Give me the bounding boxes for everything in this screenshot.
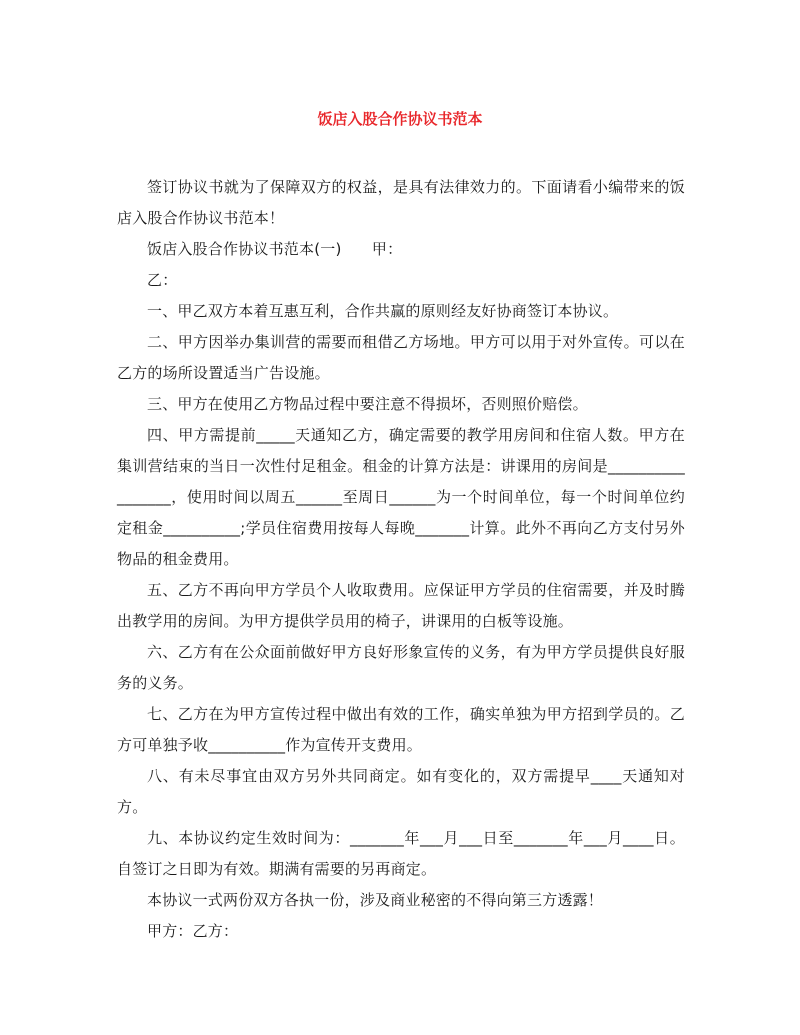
paragraph-sample-heading: 饭店入股合作协议书范本(一) 甲：: [147, 240, 403, 258]
paragraph-clause-6: 六、乙方有在公众面前做好甲方良好形象宣传的义务，有为甲方学员提供良好服务的义务。: [117, 643, 685, 692]
document-body: [117, 172, 685, 947]
paragraph-clause-5: 五、乙方不再向甲方学员个人收取费用。应保证甲方学员的住宿需要，并及时腾出教学用的房间。为甲方提供学员用的椅子，讲课用的白板等设施。: [117, 581, 685, 630]
paragraph-clause-7: 七、乙方在为甲方宣传过程中做出有效的工作，确实单独为甲方招到学员的。乙方可单独予收__________作为宣传开支费用。: [117, 705, 685, 754]
paragraph-clause-4: 四、甲方需提前_____天通知乙方，确定需要的教学用房间和住宿人数。甲方在集训营结束的当日一次性付足租金。租金的计算方法是：讲课用的房间是_________________，使用时间以周五______至周日______为一个时间单位，每一个时间单位约定租金__________;学员住宿费用按每人每晚_______计算。此外不再向乙方支付另外物品的租金费用。: [117, 426, 685, 568]
paragraph-clause-8: 八、有未尽事宜由双方另外共同商定。如有变化的，双方需提早____天通知对方。: [117, 767, 685, 816]
paragraph-copies: 本协议一式两份双方各执一份，涉及商业秘密的不得向第三方透露！: [147, 891, 604, 909]
document-title: 饭店入股合作协议书范本: [317, 110, 483, 128]
paragraph-clause-9: 九、本协议约定生效时间为：_______年___月___日至_______年___月____日。自签订之日即为有效。期满有需要的另再商定。: [117, 829, 685, 878]
paragraph-intro: 签订协议书就为了保障双方的权益，是具有法律效力的。下面请看小编带来的饭店入股合作协议书范本！: [117, 178, 685, 227]
paragraph-clause-3: 三、甲方在使用乙方物品过程中要注意不得损坏，否则照价赔偿。: [147, 395, 588, 413]
paragraph-party-b: 乙：: [147, 271, 178, 289]
paragraph-clause-1: 一、甲乙双方本着互惠互利，合作共赢的原则经友好协商签订本协议。: [147, 302, 619, 320]
paragraph-clause-2: 二、甲方因举办集训营的需要而租借乙方场地。甲方可以用于对外宣传。可以在乙方的场所设置适当广告设施。: [117, 333, 685, 382]
paragraph-signatures: 甲方：乙方：: [147, 922, 239, 940]
